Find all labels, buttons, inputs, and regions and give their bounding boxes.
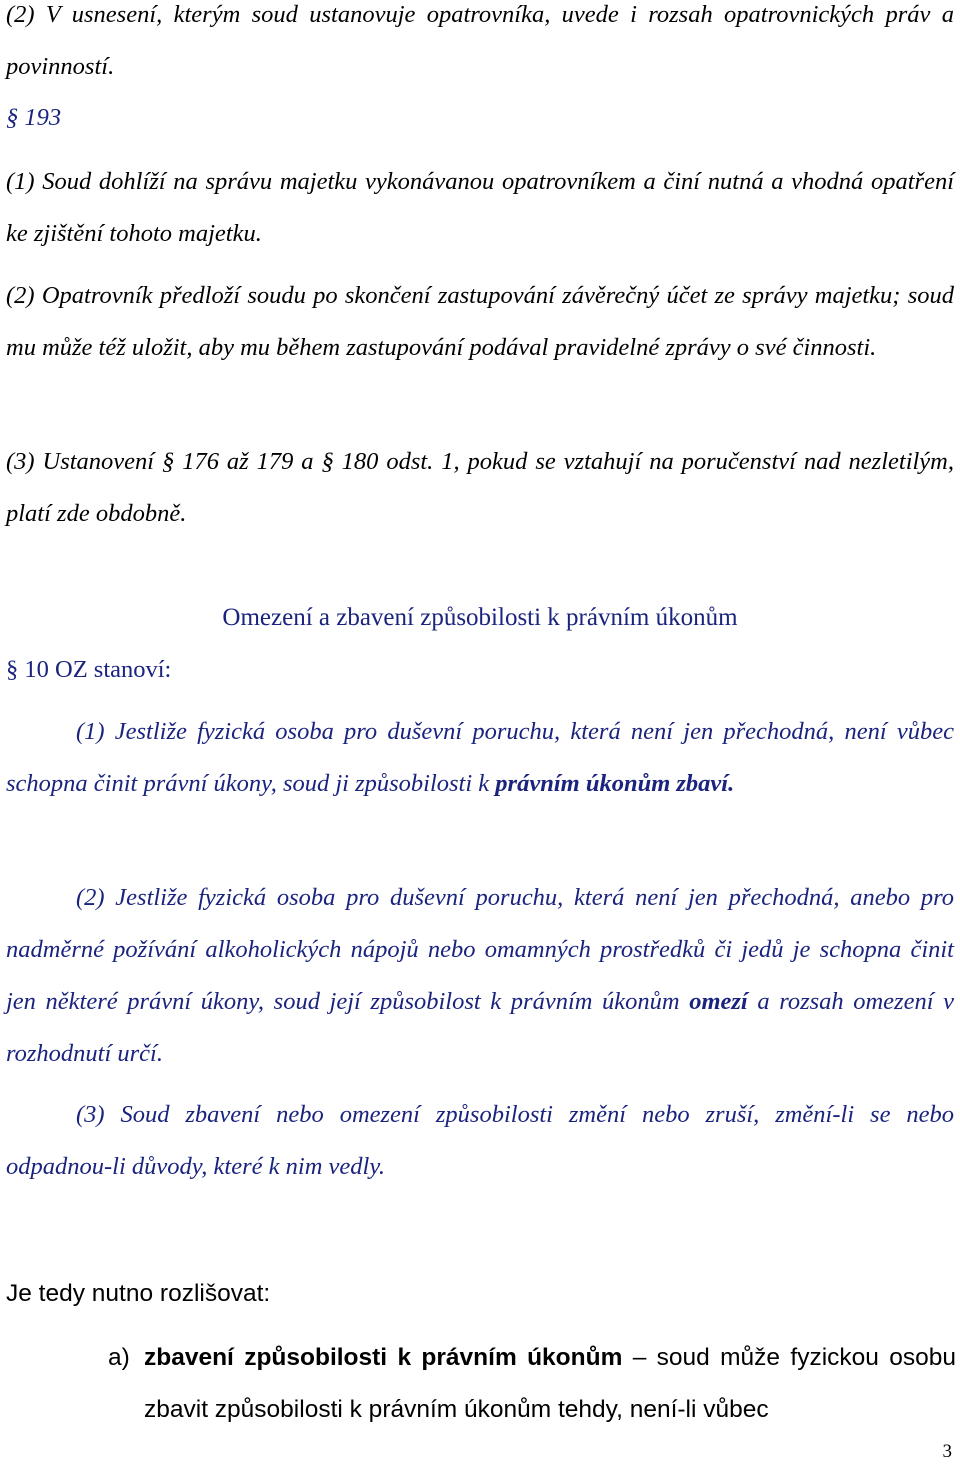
list-item-a-rest: – soud může fyzickou osobu zbavit způsobilosti k právním úkonům tehdy, není-li vůbec bbox=[144, 1344, 956, 1423]
list-item-a-body bbox=[108, 1332, 956, 1436]
paragraph-193-intro: (2) V usnesení, kterým soud ustanovuje opatrovníka, uvede i rozsah opatrovnických práv a povinností. bbox=[6, 1, 954, 80]
paragraph-oz-10-1 bbox=[6, 706, 954, 810]
list-item-a-label: a) bbox=[108, 1344, 130, 1371]
paragraph-oz-10-2 bbox=[6, 872, 954, 1080]
paragraph-193-2: (2) Opatrovník předloží soudu po skončení zastupování závěrečný účet ze správy majetku; soud mu může též uložit, aby mu během zastupování podával pravidelné zprávy o své činnosti. bbox=[6, 282, 954, 361]
oz-10-1-bold: právním úkonům zbaví. bbox=[495, 770, 735, 797]
paragraph-oz-10-3: (3) Soud zbavení nebo omezení způsobilosti změní nebo zruší, změní-li se nebo odpadnou-li důvody, které k nim vedly. bbox=[6, 1101, 954, 1180]
list-item-a bbox=[108, 1332, 956, 1436]
distinguish-intro: Je tedy nutno rozlišovat: bbox=[6, 1280, 271, 1307]
oz-10-2-tail: a rozsah omezení v rozhodnutí určí. bbox=[6, 988, 954, 1067]
list-item-a-bold: zbavení způsobilosti k právním úkonům bbox=[144, 1344, 623, 1371]
section-193-heading: § 193 bbox=[6, 104, 62, 131]
page-number: 3 bbox=[942, 1441, 952, 1462]
oz-10-2-text: (2) Jestliže fyzická osoba pro duševní poruchu, která není jen přechodná, anebo pro nadměrné požívání alkoholických nápojů nebo omamných prostředků či jedů je schopna činit jen některé právní úkony, soud její způsobilost k právním úkonům bbox=[6, 884, 954, 1015]
oz-10-2-bold: omezí bbox=[689, 988, 748, 1015]
paragraph-193-3: (3) Ustanovení § 176 až 179 a § 180 odst. 1, pokud se vztahují na poručenství nad nezletilým, platí zde obdobně. bbox=[6, 448, 954, 527]
oz-10-1-text: (1) Jestliže fyzická osoba pro duševní poruchu, která není jen přechodná, není vůbec schopna činit právní úkony, soud ji způsobilosti k bbox=[6, 718, 954, 797]
section-10-oz-heading: § 10 OZ stanoví: bbox=[6, 656, 172, 683]
paragraph-193-1: (1) Soud dohlíží na správu majetku vykonávanou opatrovníkem a činí nutná a vhodná opatření ke zjištění tohoto majetku. bbox=[6, 168, 954, 247]
section-heading: Omezení a zbavení způsobilosti k právním úkonům bbox=[222, 604, 738, 631]
